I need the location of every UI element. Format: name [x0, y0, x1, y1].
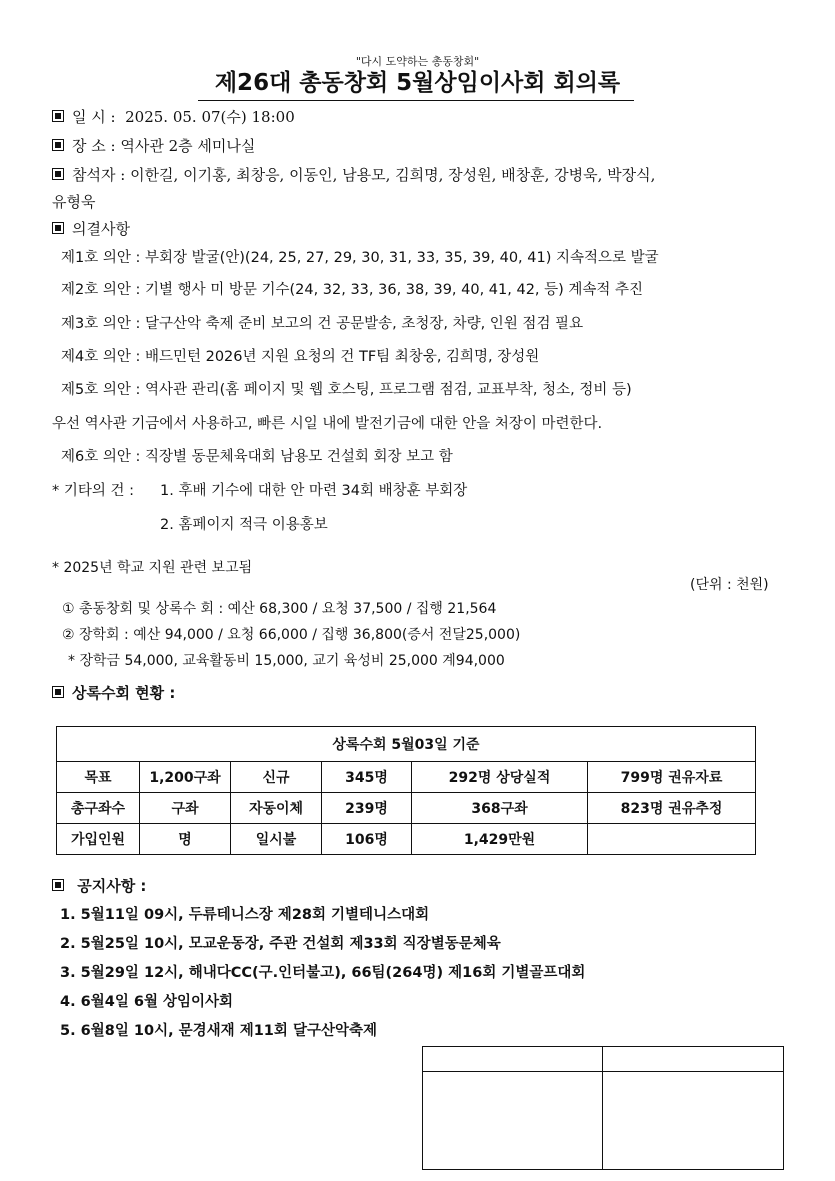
school-line-2: ② 장학회 : 예산 94,000 / 요청 66,000 / 집행 36,800(증서 전달25,000): [62, 627, 521, 643]
table-cell: 목표: [57, 762, 140, 793]
other-item-2: 2. 홈페이지 적극 이용홍보: [160, 517, 328, 533]
square-bullet-icon: [52, 879, 64, 891]
table-cell: 총구좌수: [57, 793, 140, 824]
approval-box-divider: [602, 1047, 603, 1169]
school-line-3: * 장학금 54,000, 교육활동비 15,000, 교기 육성비 25,000 계94,000: [68, 653, 505, 669]
agenda-item-1: 제1호 의안 : 부회장 발굴(안)(24, 25, 27, 29, 30, 31, 33, 35, 39, 40, 41) 지속적으로 발굴: [61, 250, 659, 266]
table-row: [57, 824, 756, 855]
sangroksu-table: [56, 726, 756, 855]
title-underline: [198, 100, 634, 101]
square-bullet-icon: [52, 686, 64, 698]
notice-item: 5. 6월8일 10시, 문경새재 제11회 달구산악축제: [60, 1023, 377, 1039]
table-title: 상록수회 5월03일 기준: [57, 727, 756, 762]
table-cell: 239명: [322, 793, 412, 824]
info-attendees-cont: 유형욱: [52, 193, 96, 211]
school-heading: * 2025년 학교 지원 관련 보고됨: [52, 560, 253, 576]
table-cell: 구좌: [140, 793, 231, 824]
table-cell: 명: [140, 824, 231, 855]
notices-heading: 공지사항 :: [52, 875, 146, 896]
table-cell: 1,200구좌: [140, 762, 231, 793]
agenda-item-6: 제6호 의안 : 직장별 동문체육대회 남용모 건설회 회장 보고 함: [61, 449, 453, 465]
table-cell: 가입인원: [57, 824, 140, 855]
table-cell: [588, 824, 756, 855]
table-cell: 368구좌: [412, 793, 588, 824]
table-row: [57, 762, 756, 793]
agenda-item-5-cont: 우선 역사관 기금에서 사용하고, 빠른 시일 내에 발전기금에 대한 안을 처장이 마련한다.: [52, 416, 603, 432]
other-label: * 기타의 건 :: [52, 483, 134, 499]
table-cell: 823명 권유추정: [588, 793, 756, 824]
school-line-1: ① 총동창회 및 상록수 회 : 예산 68,300 / 요청 37,500 / 집행 21,564: [62, 601, 497, 617]
unit-label: (단위 : 천원): [690, 577, 769, 593]
notice-item: 2. 5월25일 10시, 모교운동장, 주관 건설회 제33회 직장별동문체육: [60, 936, 501, 952]
table-cell: 292명 상당실적: [412, 762, 588, 793]
square-bullet-icon: [52, 168, 64, 180]
agenda-item-4: 제4호 의안 : 배드민턴 2026년 지원 요청의 건 TF팀 최창웅, 김희명, 장성원: [61, 349, 540, 365]
table-row: [57, 793, 756, 824]
agenda-item-3: 제3호 의안 : 달구산악 축제 준비 보고의 건 공문발송, 초청장, 차량, 인원 점검 필요: [61, 316, 584, 332]
sangroksu-heading: 상록수회 현황 :: [52, 682, 175, 703]
info-date: 일 시 : 2025. 05. 07(수) 18:00: [52, 106, 295, 127]
page-title: 제26대 총동창회 5월상임이사회 회의록: [214, 70, 621, 96]
table-row: [57, 727, 756, 762]
info-place: 장 소 : 역사관 2층 세미나실: [52, 135, 255, 156]
table-cell: 1,429만원: [412, 824, 588, 855]
agenda-item-2: 제2호 의안 : 기별 행사 미 방문 기수(24, 32, 33, 36, 38, 39, 40, 41, 42, 등) 계속적 추진: [61, 282, 644, 298]
slogan: "다시 도약하는 총동창회": [355, 55, 480, 68]
table-cell: 일시불: [231, 824, 322, 855]
notice-item: 1. 5월11일 09시, 두류테니스장 제28회 기별테니스대회: [60, 907, 430, 923]
square-bullet-icon: [52, 139, 64, 151]
info-attendees: 참석자 : 이한길, 이기홍, 최창응, 이동인, 남용모, 김희명, 장성원, 배창훈, 강병욱, 박장식,: [52, 164, 655, 185]
table-cell: 신규: [231, 762, 322, 793]
other-item-1: 1. 후배 기수에 대한 안 마련 34회 배창훈 부회장: [160, 483, 468, 499]
table-cell: 799명 권유자료: [588, 762, 756, 793]
notice-item: 3. 5월29일 12시, 해내다CC(구.인터불고), 66팀(264명) 제16회 기별골프대회: [60, 965, 586, 981]
approval-box-header-line: [423, 1071, 783, 1072]
square-bullet-icon: [52, 222, 64, 234]
agenda-heading: 의결사항: [52, 218, 130, 239]
table-cell: 345명: [322, 762, 412, 793]
agenda-item-5: 제5호 의안 : 역사관 관리(홈 페이지 및 웹 호스팅, 프로그램 점검, 교표부착, 청소, 정비 등): [61, 382, 632, 398]
table-cell: 106명: [322, 824, 412, 855]
approval-box: [422, 1046, 784, 1170]
square-bullet-icon: [52, 110, 64, 122]
notice-item: 4. 6월4일 6월 상임이사회: [60, 994, 234, 1010]
table-cell: 자동이체: [231, 793, 322, 824]
